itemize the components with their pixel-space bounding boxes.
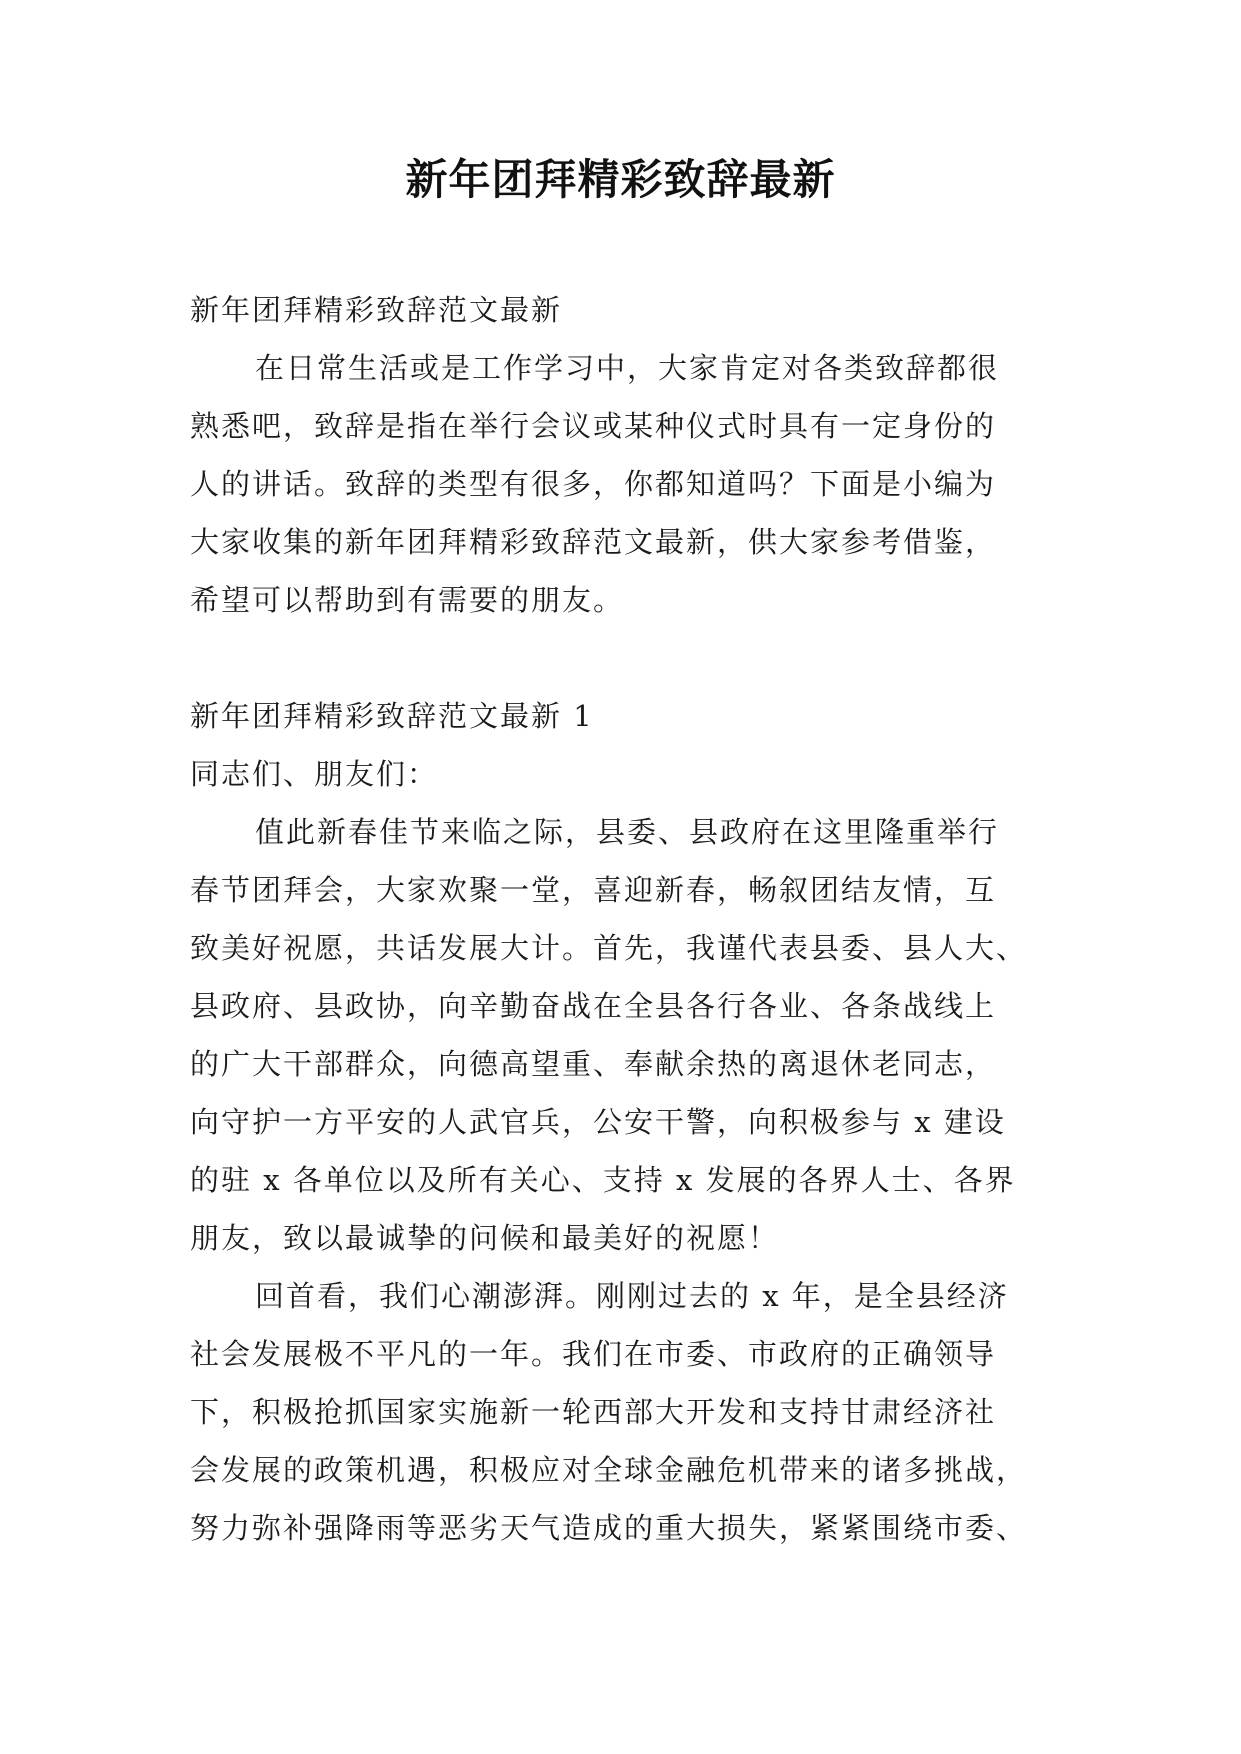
paragraph-line: 朋友，致以最诚挚的问候和最美好的祝愿！ [190, 1221, 780, 1255]
paragraph-line: 大家收集的新年团拜精彩致辞范文最新，供大家参考借鉴， [190, 525, 997, 559]
paragraph-2 [190, 1267, 1060, 1557]
paragraph-line: 回首看，我们心潮澎湃。刚刚过去的 x 年，是全县经济 [255, 1279, 1009, 1313]
paragraph-line: 在日常生活或是工作学习中，大家肯定对各类致辞都很 [255, 351, 1000, 385]
document-body [190, 281, 1060, 1557]
paragraph-line: 熟悉吧，致辞是指在举行会议或某种仪式时具有一定身份的 [190, 409, 997, 443]
paragraph-line: 努力弥补强降雨等恶劣天气造成的重大损失，紧紧围绕市委、 [190, 1511, 1028, 1545]
paragraph-line: 向守护一方平安的人武官兵，公安干警，向积极参与 x 建设 [190, 1105, 1006, 1139]
paragraph-line: 希望可以帮助到有需要的朋友。 [190, 583, 625, 617]
paragraph-line: 值此新春佳节来临之际，县委、县政府在这里隆重举行 [255, 815, 1000, 849]
greeting: 同志们、朋友们： [190, 757, 439, 791]
paragraph-line: 人的讲话。致辞的类型有很多，你都知道吗？下面是小编为 [190, 467, 997, 501]
paragraph-line: 县政府、县政协，向辛勤奋战在全县各行各业、各条战线上 [190, 989, 997, 1023]
document-title: 新年团拜精彩致辞最新 [405, 155, 836, 204]
subtitle: 新年团拜精彩致辞范文最新 [190, 293, 563, 327]
paragraph-line: 下，积极抢抓国家实施新一轮西部大开发和支持甘肃经济社 [190, 1395, 997, 1429]
section-heading: 新年团拜精彩致辞范文最新 1 [190, 699, 594, 733]
paragraph-line: 春节团拜会，大家欢聚一堂，喜迎新春，畅叙团结友情，互 [190, 873, 997, 907]
paragraph-line: 社会发展极不平凡的一年。我们在市委、市政府的正确领导 [190, 1337, 997, 1371]
paragraph-line: 会发展的政策机遇，积极应对全球金融危机带来的诸多挑战， [190, 1453, 1028, 1487]
paragraph-line: 的驻 x 各单位以及所有关心、支持 x 发展的各界人士、各界 [190, 1163, 1016, 1197]
paragraph-line: 的广大干部群众，向德高望重、奉献余热的离退休老同志， [190, 1047, 997, 1081]
intro-paragraph [190, 339, 1060, 629]
paragraph-line: 致美好祝愿，共话发展大计。首先，我谨代表县委、县人大、 [190, 931, 1028, 965]
blank-line [190, 629, 1060, 687]
paragraph-1 [190, 803, 1060, 1267]
